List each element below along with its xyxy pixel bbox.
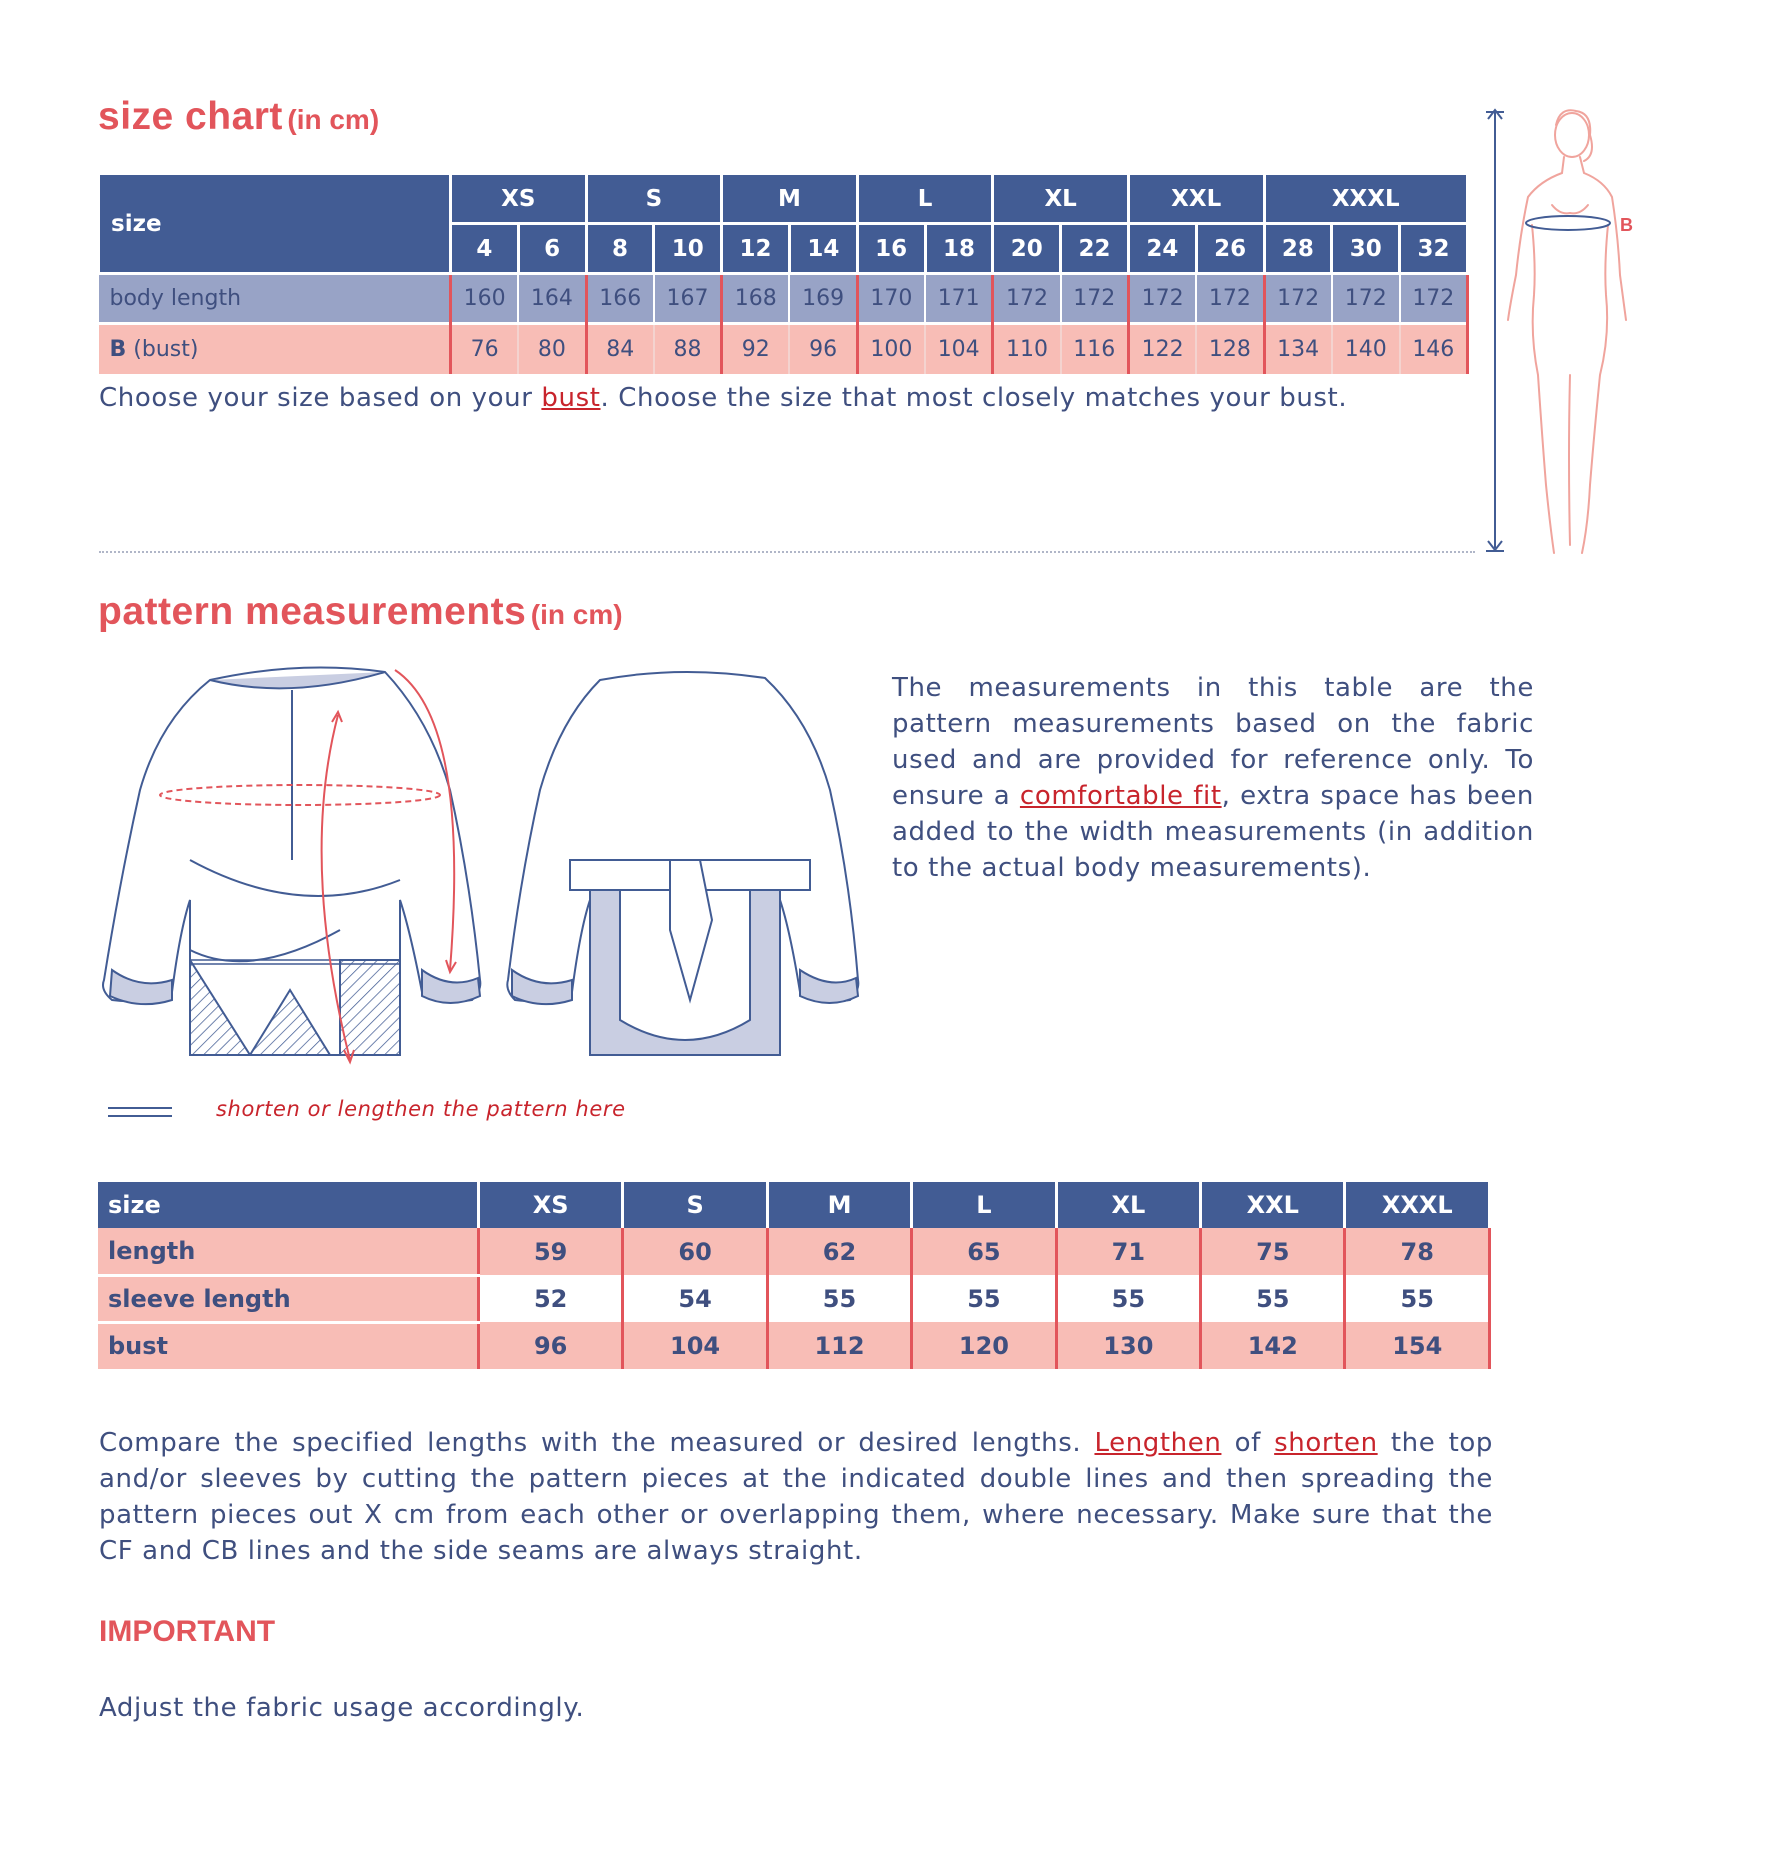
table-cell: 169 xyxy=(789,274,857,324)
size-group-header: XL xyxy=(993,174,1129,224)
table-cell: 100 xyxy=(857,324,925,374)
size-number: 22 xyxy=(1061,224,1129,274)
table-cell: 80 xyxy=(518,324,586,374)
garment-back-view xyxy=(507,672,858,1055)
table-cell: 122 xyxy=(1128,324,1196,374)
table-cell: 164 xyxy=(518,274,586,324)
table-cell: 130 xyxy=(1056,1322,1200,1369)
size-number: 12 xyxy=(722,224,790,274)
length-label: length xyxy=(98,1228,478,1275)
size-chart-title xyxy=(98,95,379,139)
garment-illustration xyxy=(100,660,880,1090)
size-number: 20 xyxy=(993,224,1061,274)
size-number: 8 xyxy=(586,224,654,274)
pattern-size-header: XXL xyxy=(1201,1182,1345,1228)
pattern-size-header: S xyxy=(623,1182,767,1228)
table-cell: 75 xyxy=(1201,1228,1345,1275)
bust-measure-label: bust xyxy=(98,1322,478,1369)
size-note-text-end: . Choose the size that most closely matches your bust. xyxy=(600,383,1348,413)
table-cell: 52 xyxy=(478,1275,622,1322)
size-number: 6 xyxy=(518,224,586,274)
table-cell: 71 xyxy=(1056,1228,1200,1275)
pattern-size-header: M xyxy=(767,1182,911,1228)
table-cell: 168 xyxy=(722,274,790,324)
table-cell: 172 xyxy=(1332,274,1400,324)
table-cell: 55 xyxy=(912,1275,1056,1322)
table-cell: 92 xyxy=(722,324,790,374)
figure-bust-label: B xyxy=(1620,215,1633,235)
table-cell: 55 xyxy=(1201,1275,1345,1322)
size-note-text: Choose your size based on your xyxy=(99,383,542,413)
pattern-size-header: XXXL xyxy=(1345,1182,1490,1228)
size-group-header: XXL xyxy=(1128,174,1264,224)
table-cell: 167 xyxy=(654,274,722,324)
table-cell: 54 xyxy=(623,1275,767,1322)
size-number: 16 xyxy=(857,224,925,274)
bust-label-rest: (bust) xyxy=(126,336,199,362)
table-cell: 172 xyxy=(1128,274,1196,324)
compare-text: Compare the specified lengths with the measured or desired lengths. xyxy=(99,1428,1095,1458)
size-chart-title-unit: (in cm) xyxy=(287,104,380,135)
table-cell: 60 xyxy=(623,1228,767,1275)
bust-label-letter: B xyxy=(109,336,127,362)
table-cell: 160 xyxy=(450,274,518,324)
compare-text-mid: of xyxy=(1221,1428,1275,1458)
table-cell: 116 xyxy=(1061,324,1129,374)
table-cell: 172 xyxy=(1400,274,1468,324)
size-number: 24 xyxy=(1128,224,1196,274)
pattern-title-text: pattern measurements xyxy=(98,590,527,633)
table-cell: 59 xyxy=(478,1228,622,1275)
length-row xyxy=(98,1228,1490,1275)
table-cell: 104 xyxy=(925,324,993,374)
table-cell: 166 xyxy=(586,274,654,324)
table-cell: 172 xyxy=(1061,274,1129,324)
size-chart-table xyxy=(97,172,1469,374)
table-cell: 112 xyxy=(767,1322,911,1369)
shorten-link[interactable]: shorten xyxy=(1274,1428,1378,1458)
table-cell: 134 xyxy=(1264,324,1332,374)
double-line-icon xyxy=(108,1105,172,1119)
important-text: Adjust the fabric usage accordingly. xyxy=(99,1693,585,1723)
size-number: 30 xyxy=(1332,224,1400,274)
size-number: 28 xyxy=(1264,224,1332,274)
size-header-label: size xyxy=(99,174,451,274)
table-cell: 84 xyxy=(586,324,654,374)
comfortable-fit-link[interactable]: comfortable fit xyxy=(1019,781,1222,811)
table-cell: 104 xyxy=(623,1322,767,1369)
size-chart-title-text: size chart xyxy=(98,95,283,138)
shorten-lengthen-legend xyxy=(108,1097,748,1127)
pattern-size-header: XS xyxy=(478,1182,622,1228)
table-cell: 172 xyxy=(993,274,1061,324)
sleeve-length-row xyxy=(98,1275,1490,1322)
pattern-header-label: size xyxy=(98,1182,478,1228)
table-cell: 128 xyxy=(1196,324,1264,374)
table-cell: 154 xyxy=(1345,1322,1490,1369)
table-cell: 78 xyxy=(1345,1228,1490,1275)
table-cell: 120 xyxy=(912,1322,1056,1369)
table-cell: 55 xyxy=(767,1275,911,1322)
table-cell: 142 xyxy=(1201,1322,1345,1369)
garment-front-view xyxy=(103,668,480,1056)
table-cell: 88 xyxy=(654,324,722,374)
table-cell: 65 xyxy=(912,1228,1056,1275)
body-figure-illustration xyxy=(1480,105,1640,560)
bust-measure-row xyxy=(98,1322,1490,1369)
size-number: 14 xyxy=(789,224,857,274)
size-group-header: XXXL xyxy=(1264,174,1467,224)
size-group-header: M xyxy=(722,174,858,224)
body-length-label: body length xyxy=(99,274,451,324)
bust-link[interactable]: bust xyxy=(541,383,601,413)
pattern-description-text: The measurements in this table are the pattern measurements based on the fabric used and are provided for reference only. To ensure a xyxy=(892,673,1534,811)
sleeve-length-label: sleeve length xyxy=(98,1275,478,1322)
bust-label xyxy=(99,324,451,374)
table-cell: 55 xyxy=(1345,1275,1490,1322)
table-cell: 171 xyxy=(925,274,993,324)
pattern-size-header: L xyxy=(912,1182,1056,1228)
section-divider xyxy=(99,551,1475,553)
table-cell: 55 xyxy=(1056,1275,1200,1322)
legend-text: shorten or lengthen the pattern here xyxy=(216,1097,626,1121)
pattern-header-row xyxy=(98,1182,1490,1228)
pattern-size-header: XL xyxy=(1056,1182,1200,1228)
size-group-header: S xyxy=(586,174,722,224)
size-group-header: L xyxy=(857,174,993,224)
pattern-measurements-table xyxy=(98,1182,1491,1369)
table-cell: 170 xyxy=(857,274,925,324)
size-number: 18 xyxy=(925,224,993,274)
size-number: 4 xyxy=(450,224,518,274)
table-cell: 146 xyxy=(1400,324,1468,374)
table-cell: 110 xyxy=(993,324,1061,374)
table-cell: 172 xyxy=(1196,274,1264,324)
size-group-header: XS xyxy=(450,174,586,224)
compare-paragraph xyxy=(99,1425,1493,1569)
table-cell: 140 xyxy=(1332,324,1400,374)
body-length-row xyxy=(99,274,1468,324)
pattern-title xyxy=(98,590,623,634)
table-cell: 172 xyxy=(1264,274,1332,324)
table-cell: 62 xyxy=(767,1228,911,1275)
compare-text-end: the top and/or sleeves by cutting the pattern pieces at the indicated double lines and then spreading the pattern pieces out X cm from each other or overlapping them, where necessary. Make sure that the CF and CB lines and the side seams are always straight. xyxy=(99,1428,1493,1566)
table-cell: 76 xyxy=(450,324,518,374)
lengthen-link[interactable]: Lengthen xyxy=(1094,1428,1222,1458)
important-heading: IMPORTANT xyxy=(99,1615,276,1648)
bust-row xyxy=(99,324,1468,374)
table-cell: 96 xyxy=(478,1322,622,1369)
pattern-title-unit: (in cm) xyxy=(530,599,623,630)
size-number: 26 xyxy=(1196,224,1264,274)
size-note xyxy=(99,380,1499,416)
pattern-description-text-end: , extra space has been added to the width measurements (in addition to the actual body measurements). xyxy=(892,781,1534,883)
table-cell: 96 xyxy=(789,324,857,374)
pattern-description xyxy=(892,670,1534,886)
size-number: 32 xyxy=(1400,224,1468,274)
size-number: 10 xyxy=(654,224,722,274)
